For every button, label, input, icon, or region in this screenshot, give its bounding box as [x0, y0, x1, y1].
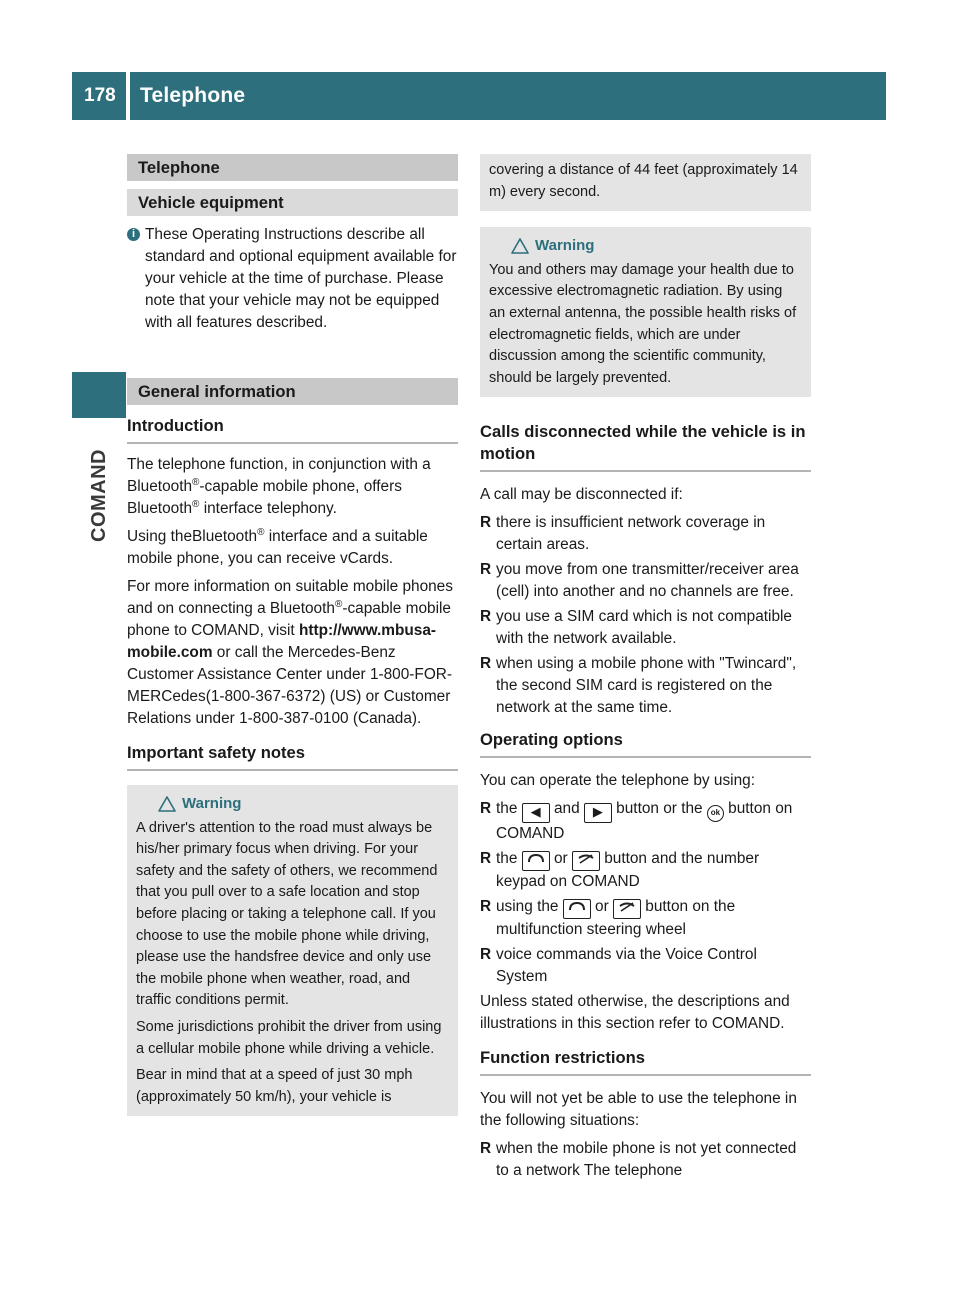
page-title: Telephone — [140, 84, 246, 107]
list-item — [480, 944, 811, 988]
registered-mark: ® — [192, 476, 200, 488]
bullet-marker: R — [480, 1140, 492, 1158]
info-icon: i — [127, 228, 140, 241]
call-accept-key-icon — [563, 899, 591, 919]
text-run: and — [549, 800, 584, 818]
header-divider — [126, 72, 130, 120]
calls-intro: A call may be disconnected if: — [480, 486, 683, 504]
chapter-tab-marker — [72, 372, 126, 418]
info-note — [127, 224, 458, 334]
left-column — [127, 154, 458, 1116]
bullet-marker: R — [480, 850, 492, 868]
list-item — [480, 559, 811, 603]
call-accept-key-icon — [522, 851, 550, 871]
text-run: button or the — [611, 800, 707, 818]
section-title-vehicle-equipment: Vehicle equipment — [127, 189, 458, 216]
warning-continued-text: covering a distance of 44 feet (approximately 14 m) every second. — [489, 162, 798, 200]
warning-box-radiation — [480, 227, 811, 397]
intro-paragraph-3 — [127, 576, 458, 730]
bullet-marker: R — [480, 608, 492, 626]
list-item-text — [496, 848, 811, 893]
text-run: -capable mobile phone to COMAND, visit — [127, 600, 451, 639]
subheading-function-restrictions: Function restrictions — [480, 1047, 811, 1076]
operating-note: Unless stated otherwise, the descriptions and illustrations in this section refer to COMAND. — [480, 993, 790, 1033]
registered-mark: ® — [257, 526, 265, 538]
list-item — [480, 653, 811, 719]
chapter-tab — [74, 425, 124, 565]
list-item — [480, 848, 811, 893]
call-end-key-icon — [613, 899, 641, 919]
chapter-tab-label: COMAND — [87, 448, 110, 542]
text-run: the — [496, 800, 522, 818]
bullet-marker: R — [480, 800, 492, 818]
text-run: or — [590, 898, 613, 916]
list-item-text — [496, 798, 811, 845]
warning-paragraph: Bear in mind that at a speed of just 30 mph (approximately 50 km/h), your vehicle is — [136, 1067, 413, 1105]
section-title-telephone: Telephone — [127, 154, 458, 181]
list-item-text — [496, 896, 811, 941]
section-title-general-information: General information — [127, 378, 458, 405]
list-item — [480, 896, 811, 941]
text-run: button on COMAND — [496, 800, 793, 843]
restrictions-intro: You will not yet be able to use the telephone in the following situations: — [480, 1090, 797, 1130]
subheading-introduction: Introduction — [127, 415, 458, 444]
registered-mark: ® — [192, 498, 200, 510]
text-run: using the — [496, 898, 563, 916]
warning-label: Warning — [182, 795, 242, 812]
text-run: button and the number keypad on COMAND — [496, 850, 760, 891]
text-run: For more information on suitable mobile phones and on connecting a Bluetooth — [127, 578, 453, 617]
calls-bullet-list — [480, 512, 811, 719]
list-item — [480, 606, 811, 650]
list-item-text: when using a mobile phone with "Twincard", the second SIM card is registered on the network at the same time. — [496, 655, 797, 717]
registered-mark: ® — [334, 598, 343, 610]
right-arrow-key-icon: ▶ — [584, 803, 612, 823]
bullet-marker: R — [480, 655, 492, 673]
warning-heading — [489, 235, 802, 257]
text-run: or — [549, 850, 572, 868]
bullet-marker: R — [480, 898, 492, 916]
text-run: interface and a suitable mobile phone, you can receive vCards. — [127, 528, 428, 567]
intro-paragraph-2 — [127, 526, 458, 570]
bullet-marker: R — [480, 514, 492, 532]
intro-paragraph-1 — [127, 454, 458, 520]
warning-paragraph: Some jurisdictions prohibit the driver from using a cellular mobile phone while driving a vehicle. — [136, 1018, 442, 1057]
list-item-text: you move from one transmitter/receiver area (cell) into another and no channels are free. — [496, 561, 799, 601]
warning-heading — [136, 793, 449, 815]
right-column — [480, 154, 811, 1185]
warning-box — [127, 785, 458, 1116]
list-item — [480, 798, 811, 845]
left-arrow-key-icon: ◀ — [522, 803, 550, 823]
subheading-calls-disconnected: Calls disconnected while the vehicle is in motion — [480, 421, 811, 472]
bullet-marker: R — [480, 946, 492, 964]
text-run: Using theBluetooth — [127, 528, 258, 545]
warning-paragraph: A driver's attention to the road must always be his/her primary focus when driving. For your safety and the safety of others, we recommend that you pull over to a safe location and stop before placing or taking a telephone call. If you choose to use the mobile phone while driving, please use the handsfree device and only use the mobile phone when weather, road, and traffic conditions permit. — [136, 819, 438, 1009]
subheading-operating-options: Operating options — [480, 729, 811, 758]
call-end-key-icon — [572, 851, 600, 871]
list-item — [480, 512, 811, 556]
list-item — [480, 1138, 811, 1182]
ok-button-icon: ok — [707, 805, 724, 822]
page-number: 178 — [72, 72, 128, 120]
text-run: -capable mobile phone, offers Bluetooth — [127, 478, 402, 517]
text-run: or call the Mercedes-Benz Customer Assistance Center under 1-800-FOR-MERCedes(1-800-367-6372) (US) or Customer Relations under 1-800-387-0100 (Canada). — [127, 644, 453, 727]
list-item-text: there is insufficient network coverage in certain areas. — [496, 514, 766, 554]
text-run: the — [496, 850, 522, 868]
warning-paragraph: You and others may damage your health due to excessive electromagnetic radiation. By using an external antenna, the possible health risks of electromagnetic fields, which are under discussion among the scientific community, should be largely prevented. — [489, 261, 797, 386]
text-run: button on the multifunction steering wheel — [496, 898, 736, 939]
text-run: The telephone function, in conjunction with a Bluetooth — [127, 456, 431, 495]
warning-label: Warning — [535, 237, 595, 255]
list-item-text: you use a SIM card which is not compatible with the network available. — [496, 608, 792, 648]
warning-continued — [480, 154, 811, 211]
text-run: interface telephony. — [199, 500, 337, 517]
vehicle-equipment-text: These Operating Instructions describe all standard and optional equipment available for your vehicle at the time of purchase. Please note that your vehicle may not be equipped with all features described. — [145, 226, 457, 331]
warning-triangle-icon — [158, 796, 176, 812]
website-link[interactable]: http://www.mbusa-mobile.com — [127, 622, 437, 661]
warning-triangle-icon — [511, 238, 529, 254]
list-item-text: voice commands via the Voice Control System — [496, 946, 757, 986]
subheading-safety-notes: Important safety notes — [127, 742, 458, 771]
list-item-text: when the mobile phone is not yet connected to a network The telephone — [496, 1140, 797, 1180]
operating-intro: You can operate the telephone by using: — [480, 772, 755, 790]
bullet-marker: R — [480, 561, 492, 579]
